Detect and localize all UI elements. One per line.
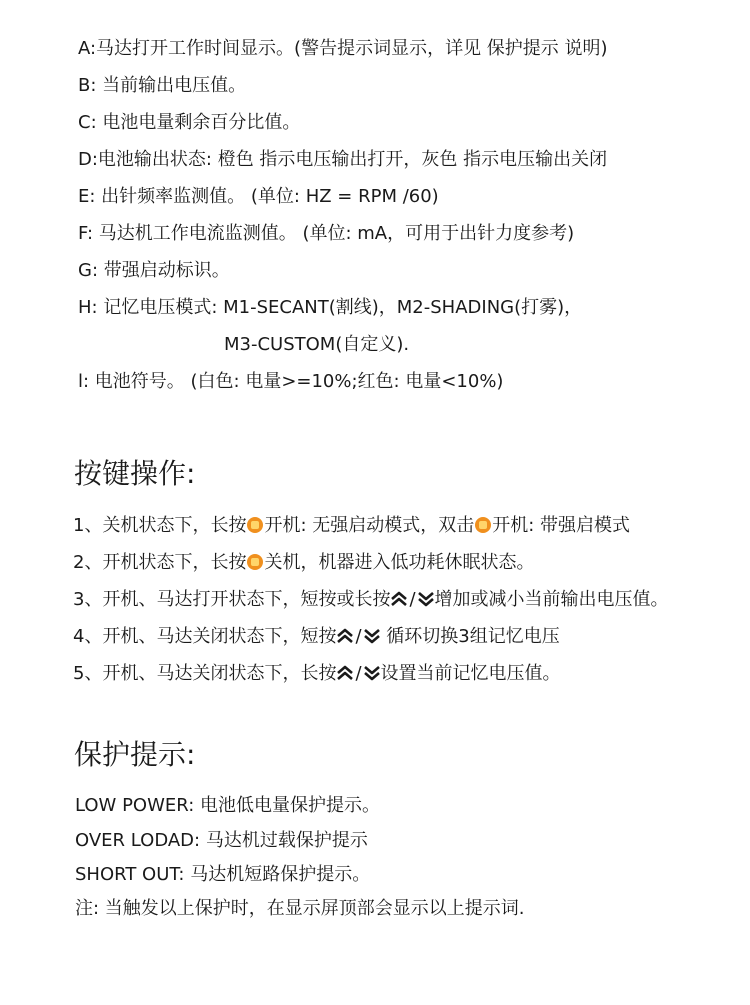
legend-item-f: F: 马达机工作电流监测值。 (单位: mA，可用于出针力度参考): [78, 223, 575, 244]
power-button-icon: [247, 554, 263, 570]
ops-heading: 按键操作:: [74, 457, 196, 490]
legend-item-i: l: 电池符号。 (白色: 电量>=10%;红色: 电量<10%): [78, 371, 504, 392]
warn-item-short-out: SHORT OUT: 马达机短路保护提示。: [75, 864, 371, 885]
ops-item-5-part-a: 5、开机、马达关闭状态下，长按: [73, 663, 337, 684]
legend-item-e: E: 出针频率监测值。 (单位: HZ = RPM /60): [78, 186, 439, 207]
ops-item-2-part-a: 2、开机状态下，长按: [73, 552, 247, 573]
ops-item-1: [73, 514, 630, 538]
ops-item-5-slash: /: [355, 663, 362, 684]
legend-item-d: D:电池输出状态: 橙色 指示电压输出打开，灰色 指示电压输出关闭: [78, 149, 608, 170]
warn-note: 注: 当触发以上保护时，在显示屏顶部会显示以上提示词.: [75, 898, 525, 919]
chevron-double-down-icon: [363, 628, 381, 644]
chevron-double-down-icon: [363, 665, 381, 681]
ops-item-5-part-b: 设置当前记忆电压值。: [380, 663, 561, 684]
ops-item-1-part-b: 开机: 无强启动模式，双击: [264, 515, 475, 536]
ops-item-3-slash: /: [409, 589, 416, 610]
chevron-double-up-icon: [336, 665, 354, 681]
chevron-double-up-icon: [390, 591, 408, 607]
ops-item-1-part-a: 1、关机状态下，长按: [73, 515, 247, 536]
legend-item-h-continued: M3-CUSTOM(自定义).: [224, 334, 410, 355]
warn-heading: 保护提示:: [74, 738, 196, 771]
ops-item-4-part-b: 循环切换3组记忆电压: [380, 626, 560, 647]
ops-item-4-part-a: 4、开机、马达关闭状态下，短按: [73, 626, 337, 647]
power-button-icon: [247, 517, 263, 533]
ops-item-2-part-b: 关机，机器进入低功耗休眠状态。: [264, 552, 535, 573]
legend-item-h: H: 记忆电压模式: M1-SECANT(割线)，M2-SHADING(打雾)，: [78, 297, 583, 318]
legend-item-b: B: 当前输出电压值。: [78, 75, 247, 96]
ops-item-3-part-a: 3、开机、马达打开状态下，短按或长按: [73, 589, 391, 610]
legend-item-a: A:马达打开工作时间显示。(警告提示词显示，详见 保护提示 说明): [78, 38, 608, 59]
legend-item-g: G: 带强启动标识。: [78, 260, 230, 281]
ops-item-2: [73, 551, 534, 575]
warn-item-overload: OVER LODAD: 马达机过载保护提示: [75, 830, 368, 851]
power-button-icon: [475, 517, 491, 533]
legend-item-c: C: 电池电量剩余百分比值。: [78, 112, 301, 133]
ops-item-4: [73, 625, 560, 649]
ops-item-1-part-c: 开机: 带强启模式: [492, 515, 631, 536]
ops-item-3-part-b: 增加或减小当前输出电压值。: [434, 589, 669, 610]
ops-item-4-slash: /: [355, 626, 362, 647]
ops-item-3: [73, 588, 669, 612]
chevron-double-up-icon: [336, 628, 354, 644]
ops-item-5: [73, 662, 561, 686]
chevron-double-down-icon: [417, 591, 435, 607]
warn-item-low-power: LOW POWER: 电池低电量保护提示。: [75, 795, 381, 816]
